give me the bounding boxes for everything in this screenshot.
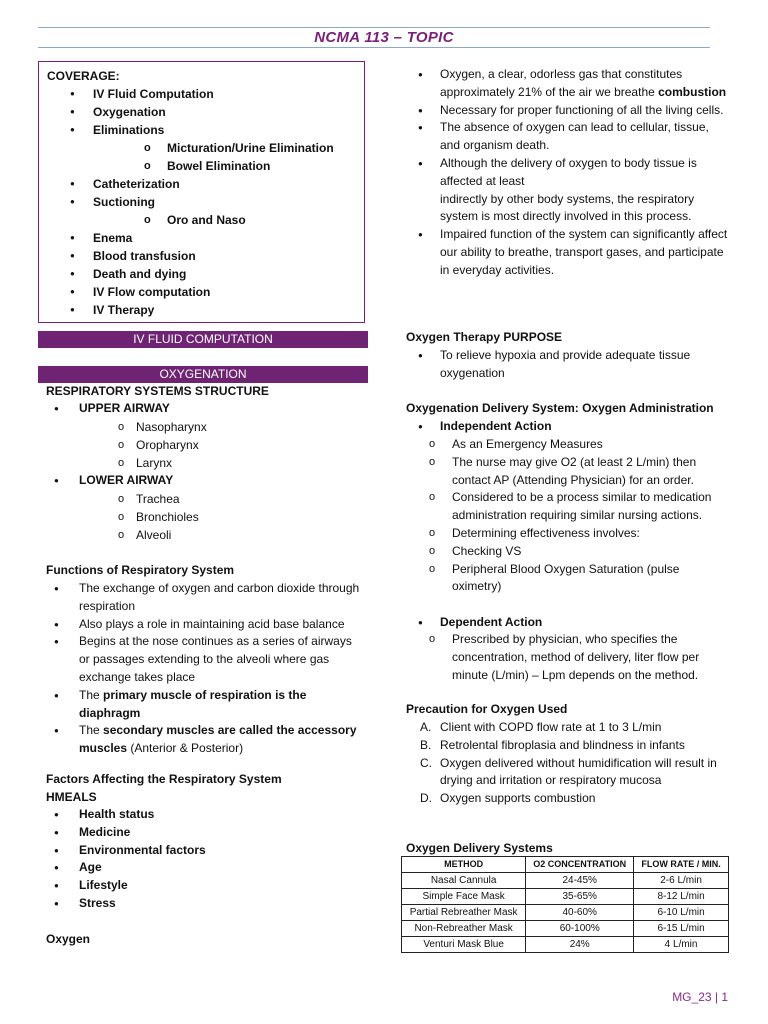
list-item: ● The exchange of oxygen and carbon dioxide through respiration [38, 580, 364, 616]
list-item: o The nurse may give O2 (at least 2 L/min) then contact AP (Attending Physician) for an order. [402, 454, 728, 490]
oxygen-facts-list [402, 66, 728, 280]
list-item: o Trachea [46, 490, 366, 508]
list-item [402, 790, 728, 808]
functions-heading: Functions of Respiratory System [46, 563, 235, 577]
list-item: ● Environmental factors [38, 842, 368, 860]
list-item: o Bowel Elimination [47, 157, 356, 175]
coverage-sublist [47, 139, 356, 175]
table-cell: Non-Rebreather Mask [402, 921, 526, 937]
list-item: o Larynx [46, 454, 366, 472]
list-item: ● Impaired function of the system can significantly affect our ability to breathe, transport gases, and participate in everyday activities. [402, 226, 728, 279]
dependent-sublist [402, 631, 728, 684]
table-row [402, 921, 729, 937]
table-cell: Nasal Cannula [402, 873, 526, 889]
table-cell: 35-65% [526, 889, 634, 905]
list-item [402, 719, 728, 737]
factors-list [38, 806, 368, 913]
column-header: METHOD [402, 857, 526, 873]
oxygen-delivery-table [401, 856, 729, 953]
list-item [38, 687, 364, 723]
list-item: o Micturation/Urine Elimination [47, 139, 356, 157]
list-item: ● Suctioning [47, 193, 356, 211]
list-item: ● IV Therapy [47, 301, 356, 319]
oxygen-heading: Oxygen [46, 932, 91, 946]
functions-list [38, 580, 364, 758]
systems-heading: Oxygen Delivery Systems [406, 841, 553, 855]
factors-heading: Factors Affecting the Respiratory System [46, 772, 282, 786]
text: secondary muscles are called the accessory muscles [79, 723, 357, 756]
list-item: ● Lifestyle [38, 877, 368, 895]
table-cell: 24% [526, 937, 634, 953]
list-item: o Nasopharynx [46, 418, 366, 436]
list-item [38, 722, 364, 758]
resp-heading: RESPIRATORY SYSTEMS STRUCTURE [46, 384, 269, 398]
table-cell: 8-12 L/min [634, 889, 729, 905]
text: The [79, 687, 104, 702]
list-letter: B. [420, 737, 432, 752]
table-cell: Venturi Mask Blue [402, 937, 526, 953]
page-title: NCMA 113 – TOPIC [314, 29, 454, 46]
list-item: ● Dependent Action [402, 614, 728, 632]
list-item [402, 755, 728, 791]
coverage-sublist [47, 211, 356, 229]
list-letter: A. [420, 720, 432, 734]
independent-sublist [402, 436, 728, 596]
table-cell: Simple Face Mask [402, 889, 526, 905]
list-item: o Checking VS [402, 543, 728, 561]
table-cell: 6-15 L/min [634, 921, 729, 937]
list-item: ● Also plays a role in maintaining acid base balance [38, 616, 364, 634]
upper-airway-list [38, 400, 368, 418]
text: (Anterior & Posterior) [127, 741, 244, 756]
list-item: ● Blood transfusion [47, 247, 356, 265]
column-header: FLOW RATE / MIN. [634, 857, 729, 873]
coverage-list [47, 175, 356, 211]
list-item: o Oro and Naso [47, 211, 356, 229]
table-cell: 40-60% [526, 905, 634, 921]
list-item: o As an Emergency Measures [402, 436, 728, 454]
list-item: ● Oxygenation [47, 103, 356, 121]
page-footer: MG_23 | 1 [672, 990, 728, 1004]
list-item [402, 155, 728, 226]
text: Although the delivery of oxygen to body tissue is affected at least [440, 155, 697, 188]
factors-acronym: HMEALS [46, 790, 97, 804]
list-item: o Peripheral Blood Oxygen Saturation (pulse oximetry) [402, 561, 728, 597]
text: primary muscle of respiration is the diaphragm [79, 687, 307, 720]
header-rule-bottom [38, 47, 710, 48]
table-header-row [402, 857, 729, 873]
text: indirectly by other body systems, the respiratory system is most directly involved in this process. [440, 191, 695, 224]
list-item: ● The absence of oxygen can lead to cellular, tissue, and organism death. [402, 119, 728, 155]
coverage-caption: COVERAGE: [47, 69, 120, 83]
list-item: ● Catheterization [47, 175, 356, 193]
coverage-list [47, 85, 356, 139]
list-item: ● UPPER AIRWAY [38, 400, 368, 418]
list-item: ● Health status [38, 806, 368, 824]
purpose-list [402, 347, 728, 383]
list-item: ● Stress [38, 895, 368, 913]
table-cell: 6-10 L/min [634, 905, 729, 921]
table-row [402, 937, 729, 953]
list-item: ● IV Fluid Computation [47, 85, 356, 103]
text: Client with COPD flow rate at 1 to 3 L/min [440, 720, 662, 734]
dependent-list [402, 614, 728, 632]
delivery-heading: Oxygenation Delivery System: Oxygen Administration [406, 401, 714, 415]
text: Oxygen supports combustion [440, 791, 596, 806]
list-item: ● Enema [47, 229, 356, 247]
table-cell: 4 L/min [634, 937, 729, 953]
text: Retrolental fibroplasia and blindness in infants [440, 737, 685, 752]
table-cell: 2-6 L/min [634, 873, 729, 889]
text: Oxygen delivered without humidification will result in drying and irritation or respiratory mucosa [440, 755, 717, 788]
coverage-box [38, 61, 365, 323]
coverage-list [47, 229, 356, 319]
table-cell: 24-45% [526, 873, 634, 889]
list-item: ● Independent Action [402, 418, 728, 436]
list-item: o Considered to be a process similar to medication administration requiring similar nursing actions. [402, 489, 728, 525]
list-item: ● IV Flow computation [47, 283, 356, 301]
table-row [402, 905, 729, 921]
list-item: o Alveoli [46, 526, 366, 544]
list-item: ● Necessary for proper functioning of all the living cells. [402, 102, 728, 120]
header-rule-top [38, 27, 710, 28]
table-cell: Partial Rebreather Mask [402, 905, 526, 921]
precaution-list [402, 719, 728, 808]
section-bar-iv-fluid: IV FLUID COMPUTATION [38, 331, 368, 348]
list-letter: C. [420, 755, 432, 770]
table-cell: 60-100% [526, 921, 634, 937]
upper-airway-sublist [46, 418, 366, 472]
list-item: ● Age [38, 859, 368, 877]
list-item: ● Death and dying [47, 265, 356, 283]
table-row [402, 873, 729, 889]
list-item: ● To relieve hypoxia and provide adequate tissue oxygenation [402, 347, 728, 383]
column-header: O2 CONCENTRATION [526, 857, 634, 873]
list-item [402, 66, 728, 102]
list-item: o Prescribed by physician, who specifies the concentration, method of delivery, liter flow per minute (L/min) – Lpm depends on the method. [402, 631, 728, 684]
lower-airway-list [38, 472, 368, 490]
list-item: o Oropharynx [46, 436, 366, 454]
lower-airway-sublist [46, 490, 366, 544]
purpose-heading: Oxygen Therapy PURPOSE [406, 330, 563, 344]
list-item [402, 737, 728, 755]
section-bar-oxygenation: OXYGENATION [38, 366, 368, 383]
precaution-heading: Precaution for Oxygen Used [406, 702, 568, 716]
list-item: ● Begins at the nose continues as a series of airways or passages extending to the alveoli where gas exchange takes place [38, 633, 364, 686]
text: The [79, 723, 104, 738]
list-item: ● Eliminations [47, 121, 356, 139]
list-letter: D. [420, 791, 432, 806]
table-row [402, 889, 729, 905]
text: Oxygen, a clear, odorless gas that constitutes approximately 21% of the air we breathe [440, 67, 683, 99]
text: combustion [658, 84, 727, 99]
list-item: o Determining effectiveness involves: [402, 525, 728, 543]
list-item: ● Medicine [38, 824, 368, 842]
list-item: o Bronchioles [46, 508, 366, 526]
list-item: ● LOWER AIRWAY [38, 472, 368, 490]
independent-list [402, 418, 728, 436]
